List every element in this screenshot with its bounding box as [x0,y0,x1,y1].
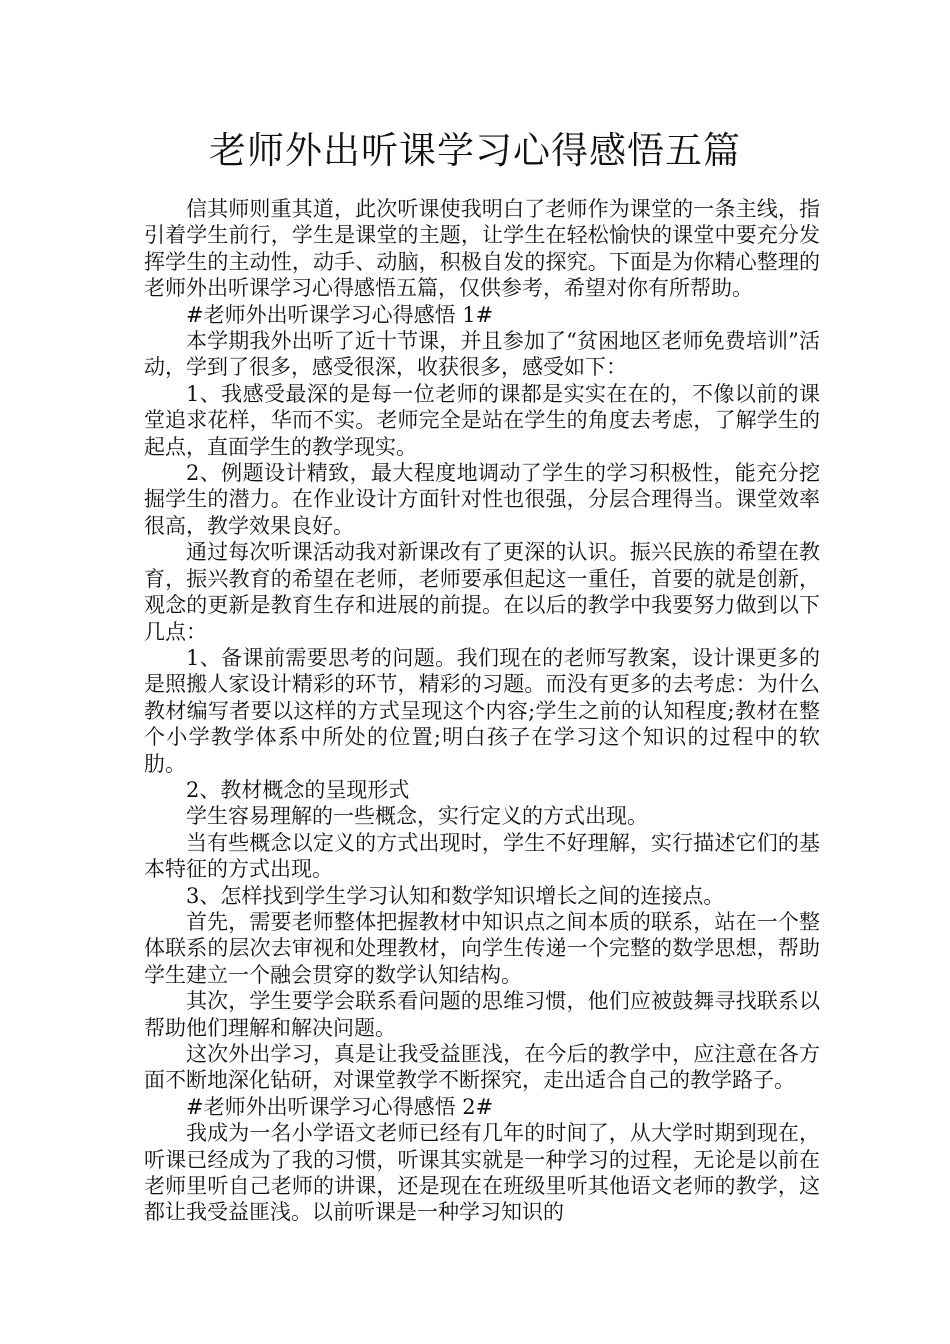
paragraph: 2、例题设计精致，最大程度地调动了学生的学习积极性，能充分挖掘学生的潜力。在作业设计方面针对性也很强，分层合理得当。课堂效率很高，教学效果良好。 [144,461,820,538]
paragraph: 2、教材概念的呈现形式 [186,777,410,802]
paragraph-intro: 信其师则重其道，此次听课使我明白了老师作为课堂的一条主线，指引着学生前行，学生是课堂的主题，让学生在轻松愉快的课堂中要充分发挥学生的主动性，动手、动脑，积极自发的探究。下面是为你精心整理的老师外出听课学习心得感悟五篇，仅供参考，希望对你有所帮助。 [144,197,820,301]
paragraph: 1、备课前需要思考的问题。我们现在的老师写教案，设计课更多的是照搬人家设计精彩的环节，精彩的习题。而没有更多的去考虑：为什么教材编写者要以这样的方式呈现这个内容;学生之前的认知程度;教材在整个小学教学体系中所处的位置;明白孩子在学习这个知识的过程中的软肋。 [144,645,820,776]
paragraph: 这次外出学习，真是让我受益匪浅，在今后的教学中，应注意在各方面不断地深化钻研，对课堂教学不断探究，走出适合自己的教学路子。 [144,1042,820,1093]
document-title: 老师外出听课学习心得感悟五篇 [209,129,741,172]
paragraph: 1、我感受最深的是每一位老师的课都是实实在在的，不像以前的课堂追求花样，华而不实。老师完全是站在学生的角度去考虑，了解学生的起点，直面学生的教学现实。 [144,381,820,459]
paragraph: 其次，学生要学会联系看问题的思维习惯，他们应被鼓舞寻找联系以帮助他们理解和解决问题。 [144,989,820,1040]
paragraph: 本学期我外出听了近十节课，并且参加了“贫困地区老师免费培训”活动，学到了很多，感受很深，收获很多，感受如下： [144,329,820,380]
paragraph: 通过每次听课活动我对新课改有了更深的认识。振兴民族的希望在教育，振兴教育的希望在老师，老师要承但起这一重任，首要的就是创新，观念的更新是教育生存和进展的前提。在以后的教学中我要努力做到以下几点： [144,540,820,644]
document-body [144,196,820,1226]
paragraph: 学生容易理解的一些概念，实行定义的方式出现。 [186,804,648,829]
section-heading-2: #老师外出听课学习心得感悟 2# [186,1094,494,1119]
paragraph: 首先，需要老师整体把握教材中知识点之间本质的联系，站在一个整体联系的层次去审视和处理教材，向学生传递一个完整的数学思想，帮助学生建立一个融会贯穿的数学认知结构。 [144,909,820,987]
section-heading-1: #老师外出听课学习心得感悟 1# [186,302,494,327]
paragraph: 我成为一名小学语文老师已经有几年的时间了，从大学时期到现在，听课已经成为了我的习惯，听课其实就是一种学习的过程，无论是以前在老师里听自己老师的讲课，还是现在在班级里听其他语文老师的教学，这都让我受益匪浅。以前听课是一种学习知识的 [144,1121,820,1225]
paragraph: 当有些概念以定义的方式出现时，学生不好理解，实行描述它们的基本特征的方式出现。 [144,830,820,882]
paragraph: 3、怎样找到学生学习认知和数学知识增长之间的连接点。 [186,883,725,908]
